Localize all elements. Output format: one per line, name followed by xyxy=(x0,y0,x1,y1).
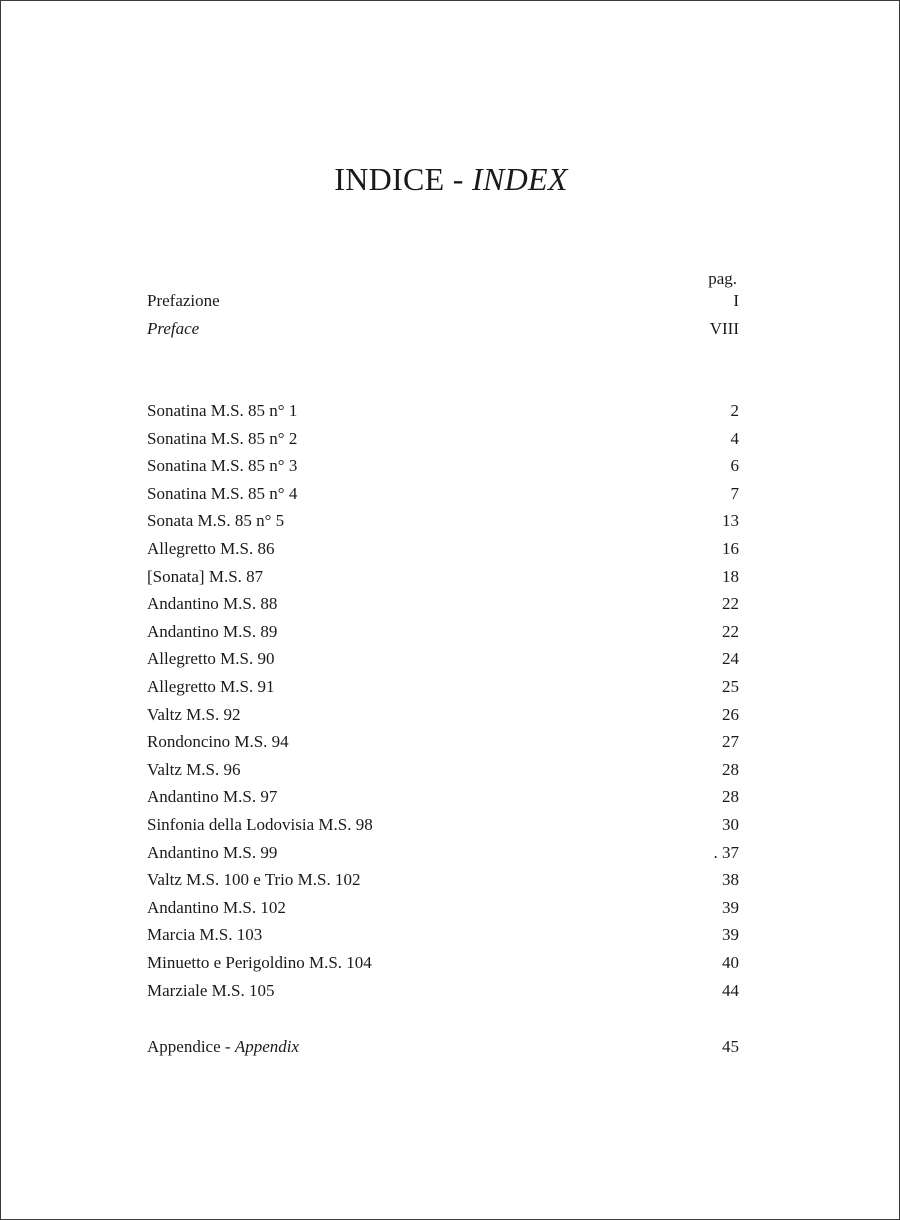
front-matter-page: I xyxy=(733,291,739,310)
front-matter-label: Prefazione xyxy=(147,291,220,310)
index-entry-label: Marziale M.S. 105 xyxy=(147,981,275,1000)
front-matter-row xyxy=(147,289,739,313)
index-entry-page: 40 xyxy=(722,953,739,972)
front-matter-row xyxy=(147,317,739,341)
index-entry-row xyxy=(147,565,739,589)
index-entry-page: 22 xyxy=(722,594,739,613)
front-matter-page: VIII xyxy=(709,319,739,338)
index-entry-row xyxy=(147,427,739,451)
index-entry-row xyxy=(147,647,739,671)
index-entry-row xyxy=(147,896,739,920)
index-entry-label: Andantino M.S. 97 xyxy=(147,787,278,806)
index-entry-label: Andantino M.S. 102 xyxy=(147,898,286,917)
index-entry-row xyxy=(147,923,739,947)
index-entry-page: 28 xyxy=(722,787,739,806)
index-entry-page: 26 xyxy=(722,705,739,724)
index-entry-label: Sonata M.S. 85 n° 5 xyxy=(147,511,285,530)
index-entry-label: Valtz M.S. 100 e Trio M.S. 102 xyxy=(147,870,361,889)
index-entry-label: Marcia M.S. 103 xyxy=(147,925,263,944)
index-entry-page: 7 xyxy=(730,484,739,503)
index-entry-page: . 37 xyxy=(713,843,739,862)
index-entry-label: Valtz M.S. 96 xyxy=(147,760,241,779)
front-matter-label: Preface xyxy=(147,319,200,338)
index-entry-page: 18 xyxy=(722,567,739,586)
index-entry-row xyxy=(147,703,739,727)
index-entry-label: [Sonata] M.S. 87 xyxy=(147,567,264,586)
index-entry-page: 6 xyxy=(730,456,739,475)
index-entry-label: Sinfonia della Lodovisia M.S. 98 xyxy=(147,815,373,834)
index-entry-page: 2 xyxy=(730,401,739,420)
index-entry-page: 27 xyxy=(722,732,739,751)
index-entry-page: 25 xyxy=(722,677,739,696)
index-entry-row xyxy=(147,730,739,754)
title-italic: INDEX xyxy=(472,161,568,197)
index-entry-page: 38 xyxy=(722,870,739,889)
index-entry-row xyxy=(147,785,739,809)
index-entry-row xyxy=(147,675,739,699)
index-entry-row xyxy=(147,951,739,975)
index-entry-page: 39 xyxy=(722,898,739,917)
index-entry-page: 22 xyxy=(722,622,739,641)
appendix-row xyxy=(147,1035,739,1059)
index-entry-page: 44 xyxy=(722,981,739,1000)
index-entry-page: 28 xyxy=(722,760,739,779)
index-entry-label: Sonatina M.S. 85 n° 3 xyxy=(147,456,298,475)
appendix-label-italic: Appendix xyxy=(234,1037,300,1056)
index-entry-row xyxy=(147,979,739,1003)
index-entry-label: Allegretto M.S. 86 xyxy=(147,539,275,558)
index-entry-label: Sonatina M.S. 85 n° 1 xyxy=(147,401,298,420)
index-entry-row xyxy=(147,454,739,478)
index-entry-label: Allegretto M.S. 91 xyxy=(147,677,275,696)
index-entry-label: Andantino M.S. 99 xyxy=(147,843,278,862)
appendix-label-main: Appendice - xyxy=(147,1037,235,1056)
page-column-header: pag. xyxy=(708,269,737,288)
index-entry-row xyxy=(147,592,739,616)
index-entry-page: 4 xyxy=(730,429,739,448)
index-entry-page: 39 xyxy=(722,925,739,944)
index-entry-label: Sonatina M.S. 85 n° 2 xyxy=(147,429,298,448)
index-entry-label: Minuetto e Perigoldino M.S. 104 xyxy=(147,953,372,972)
index-entry-row xyxy=(147,841,739,865)
index-entry-page: 24 xyxy=(722,649,739,668)
page-title xyxy=(1,161,900,198)
index-entry-row xyxy=(147,537,739,561)
appendix-label xyxy=(147,1035,299,1059)
index-entry-label: Valtz M.S. 92 xyxy=(147,705,241,724)
index-entry-row xyxy=(147,399,739,423)
index-entry-label: Allegretto M.S. 90 xyxy=(147,649,275,668)
index-entry-page: 30 xyxy=(722,815,739,834)
index-entry-row xyxy=(147,482,739,506)
index-entry-page: 16 xyxy=(722,539,739,558)
index-entry-label: Sonatina M.S. 85 n° 4 xyxy=(147,484,298,503)
index-entry-label: Rondoncino M.S. 94 xyxy=(147,732,289,751)
index-entry-page: 13 xyxy=(722,511,739,530)
index-entry-row xyxy=(147,758,739,782)
index-entry-row xyxy=(147,509,739,533)
title-main: INDICE - xyxy=(334,161,473,197)
index-entry-label: Andantino M.S. 88 xyxy=(147,594,278,613)
index-entry-row xyxy=(147,868,739,892)
index-entry-label: Andantino M.S. 89 xyxy=(147,622,278,641)
index-entry-row xyxy=(147,813,739,837)
appendix-page: 45 xyxy=(722,1037,739,1056)
index-entry-row xyxy=(147,620,739,644)
